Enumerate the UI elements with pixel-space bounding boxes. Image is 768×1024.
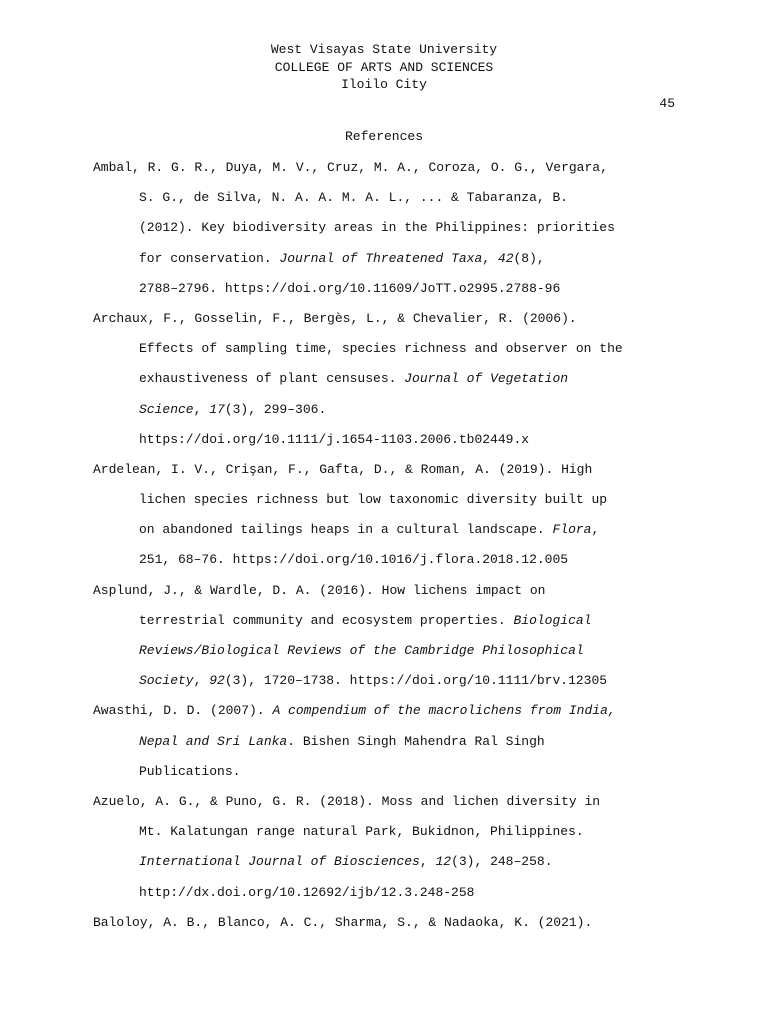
reference-line [93,425,683,455]
italic-text: Nepal and Sri Lanka [139,733,288,749]
reference-text: Publications. [139,763,241,779]
reference-line [93,274,683,304]
reference-text: (3), 1720–1738. https://doi.org/10.1111/brv.12305 [224,673,608,689]
reference-text: , [591,522,600,538]
reference-line [93,455,683,485]
italic-text: Science [139,401,194,417]
reference-text: http://dx.doi.org/10.12692/ijb/12.3.248-258 [139,884,475,900]
italic-text: Reviews/Biological Reviews of the Cambridge Philosophical [139,643,584,658]
reference-line [93,757,683,787]
reference-text: , [482,250,498,266]
italic-text: Journal of Threatened Taxa [279,250,483,266]
reference-line [93,545,683,575]
reference-text: https://doi.org/10.1111/j.1654-1103.2006.tb02449.x [139,431,530,447]
reference-line [93,485,683,515]
reference-entry [93,153,683,304]
reference-text: Awasthi, D. D. (2007). [93,703,273,719]
reference-line [93,787,683,817]
italic-text: 42 [497,250,514,266]
reference-text: Azuelo, A. G., & Puno, G. R. (2018). Moss and lichen diversity in [93,793,601,809]
reference-line [93,666,683,696]
italic-text: Society [139,673,194,689]
italic-text: 12 [435,854,452,870]
reference-text: (3), 299–306. [224,401,327,417]
reference-text: (3), 248–258. [451,854,553,870]
reference-line [93,304,683,334]
document-header [0,41,768,94]
italic-text: Journal of Vegetation [404,371,569,387]
reference-text: . Bishen Singh Mahendra Ral Singh [287,733,545,749]
italic-text: International Journal of Biosciences [139,854,420,870]
college-name: COLLEGE OF ARTS AND SCIENCES [274,59,494,75]
reference-line [93,364,683,394]
italic-text: A compendium of the macrolichens from India, [272,703,616,719]
reference-text: 251, 68–76. https://doi.org/10.1016/j.flora.2018.12.005 [139,552,569,568]
reference-text: , [193,401,210,417]
reference-text: S. G., de Silva, N. A. A. M. A. L., ... & Tabaranza, B. [139,190,569,206]
reference-text: , [419,854,436,870]
reference-entry [93,304,683,455]
reference-text: terrestrial community and ecosystem properties. [139,612,514,628]
reference-entry [93,787,683,908]
reference-line [93,817,683,847]
reference-line [93,908,683,938]
reference-text: Ardelean, I. V., Crişan, F., Gafta, D., & Roman, A. (2019). High [93,461,593,477]
reference-entry [93,696,683,787]
italic-text: Flora [552,522,592,538]
reference-line [93,153,683,183]
reference-line [93,515,683,545]
reference-text: Asplund, J., & Wardle, D. A. (2016). How lichens impact on [93,582,546,598]
reference-line [93,183,683,213]
italic-text: Biological [513,612,592,628]
reference-text: Baloloy, A. B., Blanco, A. C., Sharma, S., & Nadaoka, K. (2021). [93,914,593,930]
reference-line [93,334,683,364]
italic-text: 92 [209,673,225,689]
reference-line [93,636,683,666]
reference-line [93,878,683,908]
reference-line [93,244,683,274]
reference-text: lichen species richness but low taxonomic diversity built up [139,492,608,508]
page-number: 45 [659,96,675,111]
city-name: Iloilo City [341,77,427,93]
reference-text: 2788–2796. https://doi.org/10.11609/JoTT.o2995.2788-96 [139,280,561,296]
reference-line [93,727,683,757]
reference-text: on abandoned tailings heaps in a cultural landscape. [139,522,553,538]
reference-line [93,576,683,606]
reference-line [93,696,683,726]
reference-text: (8), [513,250,545,266]
reference-entry [93,576,683,697]
reference-text: Mt. Kalatungan range natural Park, Bukidnon, Philippines. [139,824,584,840]
reference-text: exhaustiveness of plant censuses. [139,371,405,387]
reference-text: Effects of sampling time, species richness and observer on the [139,341,623,357]
reference-entry [93,455,683,576]
reference-text: , [193,673,210,689]
reference-text: Ambal, R. G. R., Duya, M. V., Cruz, M. A., Coroza, O. G., Vergara, [93,160,608,175]
reference-line [93,606,683,636]
section-title: References [344,129,423,144]
reference-line [93,213,683,243]
reference-entry [93,908,683,938]
reference-text: (2012). Key biodiversity areas in the Philippines: priorities [139,220,615,236]
reference-line [93,847,683,877]
university-name: West Visayas State University [270,42,498,57]
reference-line [93,395,683,425]
italic-text: 17 [209,401,225,417]
reference-text: Archaux, F., Gosselin, F., Bergès, L., & Chevalier, R. (2006). [93,310,577,326]
reference-list [93,153,683,938]
reference-text: for conservation. [139,250,280,266]
